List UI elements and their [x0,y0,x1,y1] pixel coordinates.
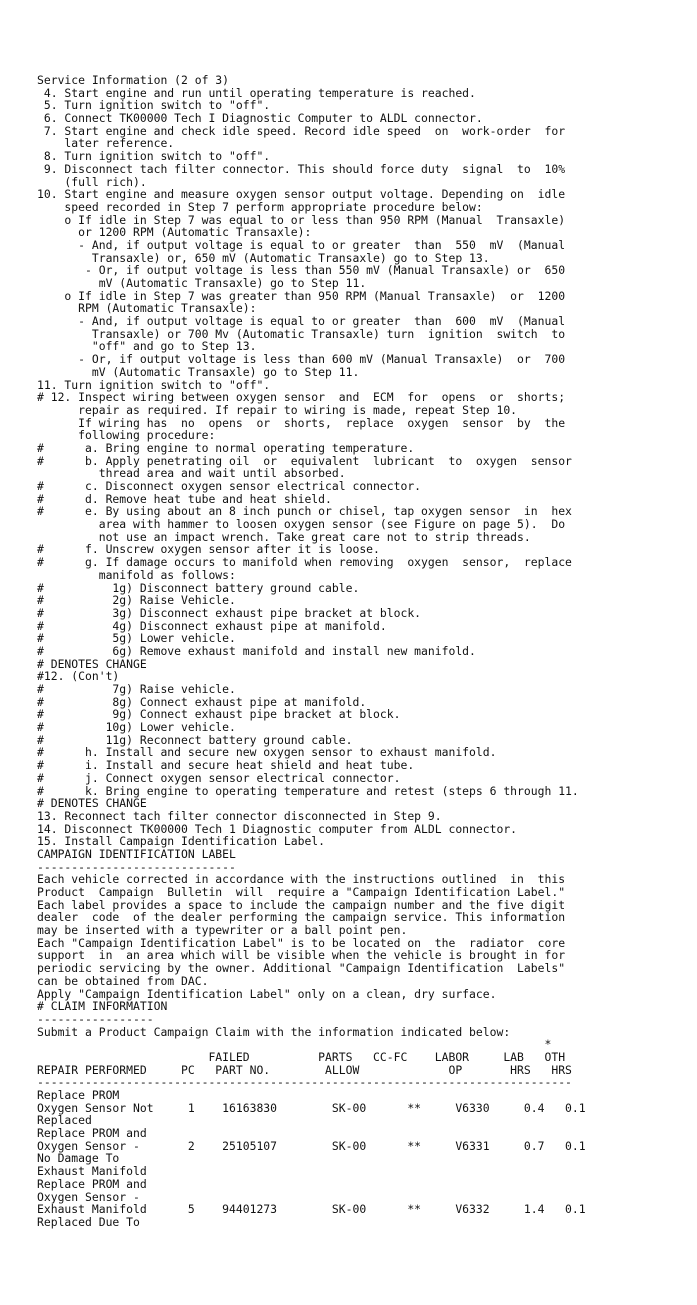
text-line: # 8g) Connect exhaust pipe at manifold. [37,694,367,709]
text-line: # 11g) Reconnect battery ground cable. [37,732,353,747]
text-line: mV (Automatic Transaxle) go to Step 11. [37,364,360,379]
text-line: Transaxle) or 700 Mv (Automatic Transaxle) turn ignition switch to [37,326,566,341]
text-line: 8. Turn ignition switch to "off". [37,149,271,164]
text-line: # 4g) Disconnect exhaust pipe at manifold. [37,618,387,633]
text-line: 10. Start engine and measure oxygen sensor output voltage. Depending on idle [37,187,566,202]
text-line: support in an area which will be visible when the vehicle is brought in for [37,948,566,963]
text-line: 13. Reconnect tach filter connector disconnected in Step 9. [37,808,442,823]
text-line: Product Campaign Bulletin will require a "Campaign Identification Label." [37,885,566,899]
text-line: 6. Connect TK00000 Tech I Diagnostic Computer to ALDL connector. [37,111,483,126]
text-line: If wiring has no opens or shorts, replace oxygen sensor by the [37,415,566,430]
table-row: Oxygen Sensor Not 1 16163830 SK-00 ** V6330 0.4 0.1 [37,1100,586,1115]
claim-table [37,1038,687,1228]
text-line: - Or, if output voltage is less than 550 mV (Manual Transaxle) or 650 [37,263,566,278]
text-line: # DENOTES CHANGE [37,656,147,671]
text-line: # a. Bring engine to normal operating temperature. [37,440,415,455]
text-line: ----------------- [37,1011,154,1026]
text-line: # 12. Inspect wiring between oxygen sensor and ECM for opens or shorts; [37,390,566,405]
text-line: # b. Apply penetrating oil or equivalent lubricant to oxygen sensor [37,453,572,468]
text-line: o If idle in Step 7 was greater than 950 RPM (Manual Transaxle) or 1200 [37,288,566,303]
text-line: ----------------------------- [37,859,236,874]
bulletin-body [37,74,687,1038]
text-line: manifold as follows: [37,567,236,582]
text-line: # e. By using about an 8 inch punch or chisel, tap oxygen sensor in hex [37,504,572,519]
text-line: 9. Disconnect tach filter connector. This should force duty signal to 10% [37,161,566,176]
text-line: CAMPAIGN IDENTIFICATION LABEL [37,846,236,861]
text-line: # d. Remove heat tube and heat shield. [37,491,332,506]
text-line: - And, if output voltage is equal to or greater than 550 mV (Manual [37,237,566,252]
text-line: following procedure: [37,428,216,443]
text-line: #12. (Con't) [37,669,120,684]
text-line: may be inserted with a typewriter or a ball point pen. [37,923,408,938]
text-line: or 1200 RPM (Automatic Transaxle): [37,225,312,240]
text-line: # k. Bring engine to operating temperature and retest (steps 6 through 11. [37,783,579,798]
text-line: Transaxle) or, 650 mV (Automatic Transaxle) go to Step 13. [37,250,490,265]
text-line: dealer code of the dealer performing the campaign service. This information [37,910,566,925]
text-line: # 9g) Connect exhaust pipe bracket at block. [37,707,401,722]
table-row: No Damage To [37,1151,120,1166]
text-line: # 7g) Raise vehicle. [37,682,236,696]
table-row: FAILED PARTS CC-FC LABOR LAB OTH [37,1049,566,1064]
text-line: Service Information (2 of 3) [37,73,230,87]
text-line: later reference. [37,136,175,151]
text-line: 14. Disconnect TK00000 Tech 1 Diagnostic computer from ALDL connector. [37,821,518,836]
text-line: speed recorded in Step 7 perform appropriate procedure below: [37,199,483,214]
text-line: # 3g) Disconnect exhaust pipe bracket at block. [37,605,422,620]
text-line: # 6g) Remove exhaust manifold and install new manifold. [37,643,476,658]
text-line: - Or, if output voltage is less than 600 mV (Manual Transaxle) or 700 [37,352,566,367]
text-line: # i. Install and secure heat shield and heat tube. [37,758,415,773]
text-line: # CLAIM INFORMATION [37,999,168,1014]
text-line: 11. Turn ignition switch to "off". [37,377,271,392]
table-row: Exhaust Manifold [37,1164,147,1179]
text-line: Submit a Product Campaign Claim with the information indicated below: [37,1024,511,1039]
table-row: Oxygen Sensor - [37,1189,140,1204]
text-line: # 2g) Raise Vehicle. [37,593,236,608]
text-line: 15. Install Campaign Identification Label. [37,834,326,849]
text-line: Apply "Campaign Identification Label" only on a clean, dry surface. [37,986,497,1001]
table-row: ------------------------------------------------------------------------------ [37,1075,572,1090]
table-row: Replaced Due To [37,1214,140,1229]
text-line: Each "Campaign Identification Label" is to be located on the radiator core [37,935,566,950]
text-line: # f. Unscrew oxygen sensor after it is loose. [37,542,380,557]
table-row: Oxygen Sensor - 2 25105107 SK-00 ** V6331 0.7 0.1 [37,1138,586,1153]
text-line: 5. Turn ignition switch to "off". [37,98,271,113]
table-row: Exhaust Manifold 5 94401273 SK-00 ** V6332 1.4 0.1 [37,1202,586,1217]
text-line: mV (Automatic Transaxle) go to Step 11. [37,276,367,290]
text-line: Each vehicle corrected in accordance with the instructions outlined in this [37,872,566,887]
text-line: RPM (Automatic Transaxle): [37,301,257,316]
text-line: # 1g) Disconnect battery ground cable. [37,580,360,595]
text-line: # 5g) Lower vehicle. [37,631,236,646]
text-line: # DENOTES CHANGE [37,796,147,811]
text-line: can be obtained from DAC. [37,973,209,988]
text-line: 4. Start engine and run until operating temperature is reached. [37,85,476,100]
text-line: 7. Start engine and check idle speed. Record idle speed on work-order for [37,123,566,138]
text-line: periodic servicing by the owner. Additional "Campaign Identification Labels" [37,961,566,976]
text-line: "off" and go to Step 13. [37,339,257,354]
table-row: * [37,1037,552,1052]
table-row: Replaced [37,1113,92,1128]
text-line: (full rich). [37,174,147,189]
text-line: area with hammer to loosen oxygen sensor (see Figure on page 5). Do [37,517,566,532]
text-line: # g. If damage occurs to manifold when removing oxygen sensor, replace [37,555,572,570]
text-line: o If idle in Step 7 was equal to or less than 950 RPM (Manual Transaxle) [37,212,566,227]
text-line: Each label provides a space to include the campaign number and the five digit [37,897,566,912]
text-line: thread area and wait until absorbed. [37,466,346,481]
text-line: not use an impact wrench. Take great care not to strip threads. [37,529,531,544]
bulletin-page [37,74,687,1229]
text-line: repair as required. If repair to wiring is made, repeat Step 10. [37,402,518,417]
text-line: # h. Install and secure new oxygen sensor to exhaust manifold. [37,745,497,760]
table-row: Replace PROM and [37,1176,147,1191]
table-row: Replace PROM [37,1088,120,1102]
text-line: # c. Disconnect oxygen sensor electrical connector. [37,479,422,493]
table-row: Replace PROM and [37,1126,147,1141]
text-line: # j. Connect oxygen sensor electrical connector. [37,770,401,785]
text-line: - And, if output voltage is equal to or greater than 600 mV (Manual [37,314,566,329]
table-row: REPAIR PERFORMED PC PART NO. ALLOW OP HRS HRS [37,1062,572,1077]
text-line: # 10g) Lower vehicle. [37,720,236,735]
